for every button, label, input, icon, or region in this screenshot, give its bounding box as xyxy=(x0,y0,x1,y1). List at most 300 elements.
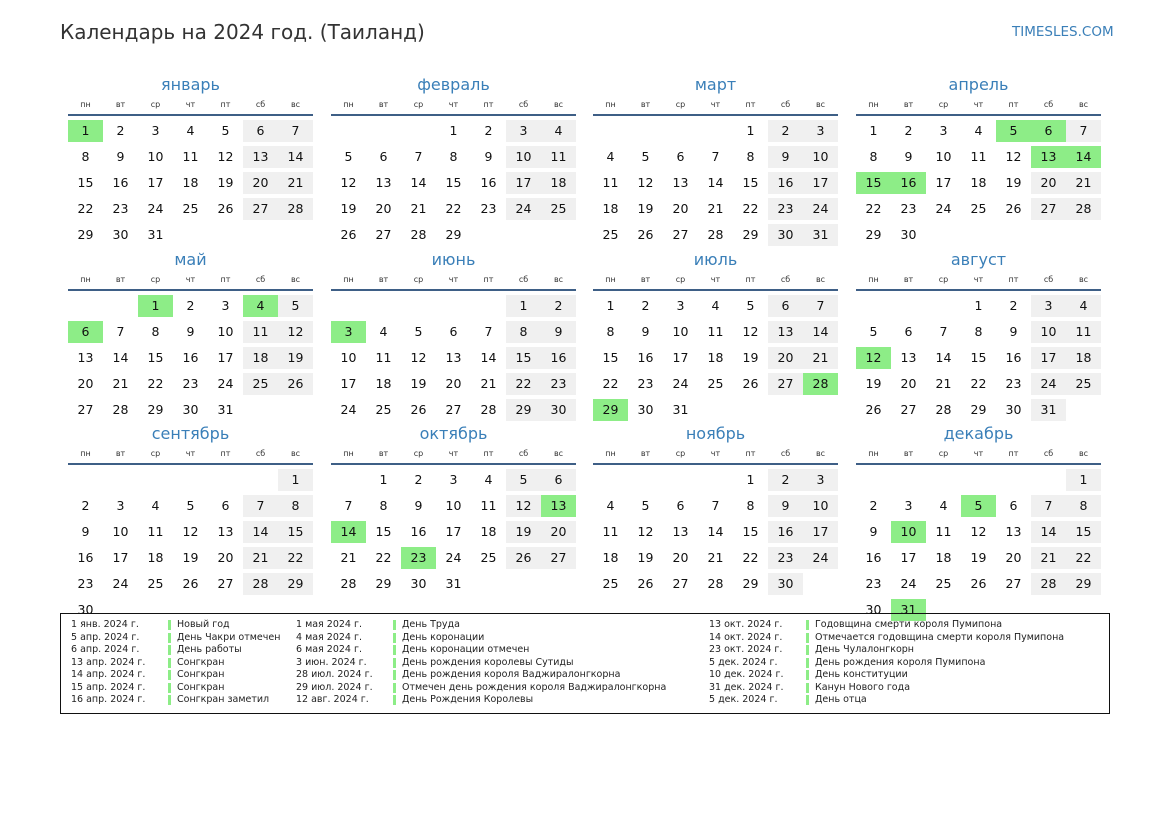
day-cell: 25 xyxy=(602,576,619,591)
weekday-label: пт xyxy=(483,100,494,109)
week-row xyxy=(331,321,576,343)
month-name: апрель xyxy=(948,75,1009,94)
day-cell: 13 xyxy=(217,524,234,539)
weekend-day: 16 xyxy=(768,521,803,543)
weekday-label: чт xyxy=(973,275,984,284)
holiday-marker xyxy=(806,620,809,630)
weekend-day: 23 xyxy=(768,198,803,220)
day-cell: 22 xyxy=(147,376,164,391)
weekend-day: 20 xyxy=(1031,172,1066,194)
day-cell: 8 xyxy=(449,149,458,164)
weekend-day: 5 xyxy=(278,295,313,317)
holiday-day: 13 xyxy=(1031,146,1066,168)
day-cell: 10 xyxy=(340,350,357,365)
empty-cell xyxy=(506,573,541,595)
month-calendar xyxy=(68,247,313,421)
week-row xyxy=(856,224,1101,246)
weekend-day: 5 xyxy=(506,469,541,491)
day-cell: 8 xyxy=(746,498,755,513)
day-cell: 10 xyxy=(672,324,689,339)
weekend-day: 28 xyxy=(278,198,313,220)
holiday-date: 13 апр. 2024 г. xyxy=(71,656,146,668)
weekend-day: 24 xyxy=(1031,373,1066,395)
holiday-day: 6 xyxy=(68,321,103,343)
day-cell: 18 xyxy=(935,550,952,565)
weekday-label: чт xyxy=(973,100,984,109)
empty-cell xyxy=(278,399,313,421)
weekend-day: 23 xyxy=(768,547,803,569)
holiday-name: Отмечен день рождения короля Ваджиралонгкорна xyxy=(402,681,667,693)
weekend-day: 9 xyxy=(541,321,576,343)
week-row xyxy=(68,547,313,569)
empty-cell xyxy=(471,224,506,246)
weekend-day: 13 xyxy=(243,146,278,168)
holiday-marker xyxy=(806,695,809,705)
day-cell: 28 xyxy=(935,402,952,417)
day-cell: 2 xyxy=(1009,298,1018,313)
empty-cell xyxy=(366,120,401,142)
empty-cell xyxy=(593,469,628,491)
empty-cell xyxy=(331,120,366,142)
day-cell: 15 xyxy=(742,175,759,190)
day-cell: 26 xyxy=(742,376,759,391)
day-cell: 3 xyxy=(151,123,160,138)
day-cell: 24 xyxy=(147,201,164,216)
holiday-name: Сонгкран заметил xyxy=(177,694,270,705)
weekend-day: 3 xyxy=(803,469,838,491)
weekend-day: 8 xyxy=(1066,495,1101,517)
holiday-day: 6 xyxy=(1031,120,1066,142)
weekday-label: ср xyxy=(675,100,686,109)
day-cell: 27 xyxy=(1005,576,1022,591)
day-cell: 23 xyxy=(77,576,94,591)
day-cell: 15 xyxy=(375,524,392,539)
day-cell: 14 xyxy=(410,175,427,190)
weekend-day: 14 xyxy=(1031,521,1066,543)
week-row xyxy=(856,146,1101,168)
holiday-day: 14 xyxy=(331,521,366,543)
holiday-name: День работы xyxy=(177,644,242,655)
weekday-label: вт xyxy=(378,449,389,458)
empty-cell xyxy=(208,469,243,491)
legend-item xyxy=(709,669,1064,682)
weekday-label: пт xyxy=(745,275,756,284)
day-cell: 19 xyxy=(340,201,357,216)
day-cell: 19 xyxy=(637,201,654,216)
weekend-day: 18 xyxy=(243,347,278,369)
empty-cell xyxy=(1066,224,1101,246)
holiday-date: 14 апр. 2024 г. xyxy=(71,669,146,680)
day-cell: 20 xyxy=(217,550,234,565)
empty-cell xyxy=(698,399,733,421)
week-row xyxy=(68,469,313,491)
weekend-day: 21 xyxy=(803,347,838,369)
holiday-day: 1 xyxy=(138,295,173,317)
weekday-header xyxy=(331,449,576,465)
day-cell: 6 xyxy=(676,498,685,513)
weekday-label: ср xyxy=(150,449,161,458)
holiday-day: 23 xyxy=(401,547,436,569)
holiday-marker xyxy=(393,633,396,643)
day-cell: 13 xyxy=(1005,524,1022,539)
empty-cell xyxy=(401,295,436,317)
weekday-label: вс xyxy=(290,449,301,458)
weekend-day: 17 xyxy=(803,521,838,543)
day-cell: 4 xyxy=(711,298,720,313)
weekday-label: чт xyxy=(973,449,984,458)
day-cell: 26 xyxy=(637,227,654,242)
weekend-day: 29 xyxy=(506,399,541,421)
day-cell: 20 xyxy=(672,550,689,565)
weekend-day: 15 xyxy=(1066,521,1101,543)
empty-cell xyxy=(856,295,891,317)
holiday-marker xyxy=(393,683,396,693)
day-cell: 18 xyxy=(375,376,392,391)
week-row xyxy=(593,120,838,142)
weekend-day: 12 xyxy=(506,495,541,517)
weekend-day: 2 xyxy=(768,120,803,142)
weekend-day: 3 xyxy=(506,120,541,142)
day-cell: 21 xyxy=(112,376,129,391)
holiday-name: Сонгкран xyxy=(177,681,225,693)
holiday-name: Новый год xyxy=(177,619,230,630)
empty-cell xyxy=(1066,399,1101,421)
day-cell: 2 xyxy=(414,472,423,487)
holiday-date: 4 мая 2024 г. xyxy=(296,631,362,643)
weekday-label: пн xyxy=(80,449,91,458)
weekday-label: чт xyxy=(448,275,459,284)
empty-cell xyxy=(208,224,243,246)
empty-cell xyxy=(891,469,926,491)
holiday-marker xyxy=(168,645,171,655)
weekday-label: чт xyxy=(710,275,721,284)
holiday-name: Канун Нового года xyxy=(815,681,911,693)
day-cell: 7 xyxy=(344,498,353,513)
holiday-name: День отца xyxy=(815,694,867,705)
day-cell: 9 xyxy=(904,149,913,164)
weekday-label: чт xyxy=(448,100,459,109)
empty-cell xyxy=(278,224,313,246)
day-cell: 27 xyxy=(672,576,689,591)
day-cell: 19 xyxy=(970,550,987,565)
day-cell: 20 xyxy=(445,376,462,391)
day-cell: 12 xyxy=(742,324,759,339)
holiday-marker xyxy=(168,620,171,630)
weekday-label: чт xyxy=(448,449,459,458)
weekend-day: 22 xyxy=(506,373,541,395)
empty-cell xyxy=(401,120,436,142)
empty-cell xyxy=(926,469,961,491)
week-row xyxy=(68,521,313,543)
week-row xyxy=(856,120,1101,142)
day-cell: 18 xyxy=(602,201,619,216)
day-cell: 8 xyxy=(869,149,878,164)
weekday-label: сб xyxy=(1043,449,1054,458)
day-cell: 20 xyxy=(900,376,917,391)
empty-cell xyxy=(366,295,401,317)
weekday-label: вс xyxy=(1078,449,1089,458)
week-row xyxy=(68,573,313,595)
weekday-header xyxy=(593,100,838,116)
holiday-date: 10 дек. 2024 г. xyxy=(709,669,784,680)
empty-cell xyxy=(803,399,838,421)
weekend-day: 15 xyxy=(506,347,541,369)
weekend-day: 7 xyxy=(243,495,278,517)
month-name: февраль xyxy=(417,75,490,94)
weekday-label: пн xyxy=(80,100,91,109)
day-cell: 9 xyxy=(484,149,493,164)
day-cell: 28 xyxy=(707,227,724,242)
day-cell: 23 xyxy=(637,376,654,391)
weekday-label: вс xyxy=(1078,275,1089,284)
day-cell: 1 xyxy=(974,298,983,313)
day-cell: 15 xyxy=(77,175,94,190)
day-cell: 30 xyxy=(865,602,882,617)
weekday-label: пт xyxy=(1008,449,1019,458)
holiday-name: День конституции xyxy=(815,669,908,680)
day-cell: 5 xyxy=(414,324,423,339)
holiday-name: Сонгкран xyxy=(177,669,225,680)
weekend-day: 8 xyxy=(506,321,541,343)
day-cell: 24 xyxy=(340,402,357,417)
day-cell: 19 xyxy=(637,550,654,565)
weekend-day: 24 xyxy=(803,547,838,569)
month-calendar xyxy=(856,72,1101,246)
week-row xyxy=(331,295,576,317)
month-name: октябрь xyxy=(419,424,488,443)
holiday-day: 3 xyxy=(331,321,366,343)
month-calendar xyxy=(68,72,313,246)
weekday-label: ср xyxy=(938,100,949,109)
empty-cell xyxy=(1031,224,1066,246)
month-calendar xyxy=(331,421,576,595)
day-cell: 20 xyxy=(1005,550,1022,565)
weekday-label: вт xyxy=(640,100,651,109)
week-row xyxy=(68,399,313,421)
week-row xyxy=(593,547,838,569)
holiday-legend xyxy=(60,613,1110,714)
day-cell: 28 xyxy=(410,227,427,242)
weekday-label: сб xyxy=(255,100,266,109)
weekday-label: чт xyxy=(710,449,721,458)
weekend-day: 27 xyxy=(243,198,278,220)
holiday-marker xyxy=(168,658,171,668)
week-row xyxy=(593,573,838,595)
day-cell: 12 xyxy=(182,524,199,539)
week-row xyxy=(331,224,576,246)
day-cell: 16 xyxy=(182,350,199,365)
holiday-date: 5 апр. 2024 г. xyxy=(71,631,140,643)
weekend-day: 14 xyxy=(243,521,278,543)
day-cell: 10 xyxy=(217,324,234,339)
weekday-label: вс xyxy=(290,100,301,109)
weekday-header xyxy=(68,449,313,465)
holiday-day: 29 xyxy=(593,399,628,421)
empty-cell xyxy=(926,224,961,246)
legend-item xyxy=(709,682,1064,695)
weekend-day: 9 xyxy=(768,495,803,517)
weekend-day: 17 xyxy=(1031,347,1066,369)
day-cell: 18 xyxy=(970,175,987,190)
week-row xyxy=(331,399,576,421)
day-cell: 31 xyxy=(147,227,164,242)
month-calendar xyxy=(856,247,1101,421)
day-cell: 21 xyxy=(340,550,357,565)
legend-item xyxy=(296,682,666,695)
day-cell: 2 xyxy=(81,498,90,513)
week-row xyxy=(68,295,313,317)
weekday-label: вт xyxy=(903,100,914,109)
day-cell: 11 xyxy=(707,324,724,339)
weekend-day: 7 xyxy=(803,295,838,317)
empty-cell xyxy=(803,573,838,595)
weekend-day: 17 xyxy=(803,172,838,194)
weekday-label: сб xyxy=(255,275,266,284)
day-cell: 15 xyxy=(602,350,619,365)
week-row xyxy=(331,172,576,194)
day-cell: 4 xyxy=(606,498,615,513)
holiday-date: 15 апр. 2024 г. xyxy=(71,681,146,693)
weekday-label: пн xyxy=(343,100,354,109)
holiday-name: День коронации отмечен xyxy=(402,644,530,655)
day-cell: 17 xyxy=(112,550,129,565)
weekday-label: вс xyxy=(815,275,826,284)
site-link[interactable]: TIMESLES.COM xyxy=(1012,24,1114,40)
week-row xyxy=(68,373,313,395)
day-cell: 17 xyxy=(900,550,917,565)
weekend-day: 7 xyxy=(278,120,313,142)
week-row xyxy=(856,521,1101,543)
weekday-label: ср xyxy=(413,449,424,458)
day-cell: 31 xyxy=(217,402,234,417)
day-cell: 16 xyxy=(112,175,129,190)
week-row xyxy=(331,573,576,595)
week-row xyxy=(331,547,576,569)
weekday-label: вт xyxy=(903,449,914,458)
day-cell: 1 xyxy=(379,472,388,487)
day-cell: 22 xyxy=(445,201,462,216)
legend-item xyxy=(709,694,1064,707)
day-cell: 13 xyxy=(672,524,689,539)
weekday-header xyxy=(593,275,838,291)
weekday-label: сб xyxy=(780,449,791,458)
legend-column xyxy=(709,619,1064,707)
day-cell: 26 xyxy=(970,576,987,591)
weekday-label: пт xyxy=(220,100,231,109)
week-row xyxy=(593,469,838,491)
weekend-day: 7 xyxy=(1031,495,1066,517)
day-cell: 11 xyxy=(602,175,619,190)
empty-cell xyxy=(996,224,1031,246)
day-cell: 23 xyxy=(182,376,199,391)
day-cell: 5 xyxy=(869,324,878,339)
weekday-label: пт xyxy=(1008,100,1019,109)
empty-cell xyxy=(768,399,803,421)
day-cell: 29 xyxy=(970,402,987,417)
day-cell: 22 xyxy=(77,201,94,216)
day-cell: 15 xyxy=(970,350,987,365)
day-cell: 18 xyxy=(147,550,164,565)
day-cell: 7 xyxy=(484,324,493,339)
weekday-label: вс xyxy=(290,275,301,284)
empty-cell xyxy=(698,120,733,142)
weekday-label: вт xyxy=(378,275,389,284)
day-cell: 27 xyxy=(900,402,917,417)
weekday-label: ср xyxy=(938,275,949,284)
day-cell: 15 xyxy=(742,524,759,539)
weekend-day: 31 xyxy=(803,224,838,246)
day-cell: 12 xyxy=(970,524,987,539)
month-calendar xyxy=(593,421,838,595)
holiday-day: 10 xyxy=(891,521,926,543)
day-cell: 28 xyxy=(707,576,724,591)
day-cell: 11 xyxy=(935,524,952,539)
weekday-label: чт xyxy=(185,449,196,458)
day-cell: 4 xyxy=(974,123,983,138)
weekday-label: ср xyxy=(413,275,424,284)
weekend-day: 18 xyxy=(541,172,576,194)
day-cell: 25 xyxy=(935,576,952,591)
weekend-day: 18 xyxy=(1066,347,1101,369)
day-cell: 8 xyxy=(81,149,90,164)
holiday-day: 16 xyxy=(891,172,926,194)
day-cell: 17 xyxy=(672,350,689,365)
day-cell: 12 xyxy=(410,350,427,365)
day-cell: 2 xyxy=(641,298,650,313)
day-cell: 1 xyxy=(746,123,755,138)
week-row xyxy=(593,373,838,395)
weekday-label: вт xyxy=(640,449,651,458)
holiday-name: День Рождения Королевы xyxy=(402,694,534,705)
weekend-day: 28 xyxy=(1031,573,1066,595)
day-cell: 6 xyxy=(449,324,458,339)
holiday-marker xyxy=(806,658,809,668)
day-cell: 14 xyxy=(480,350,497,365)
empty-cell xyxy=(138,469,173,491)
day-cell: 9 xyxy=(1009,324,1018,339)
weekday-header xyxy=(856,275,1101,291)
weekend-day: 11 xyxy=(1066,321,1101,343)
legend-item xyxy=(709,657,1064,670)
day-cell: 30 xyxy=(112,227,129,242)
holiday-date: 1 мая 2024 г. xyxy=(296,619,362,630)
weekday-label: сб xyxy=(518,275,529,284)
weekday-label: ср xyxy=(150,100,161,109)
weekend-day: 19 xyxy=(278,347,313,369)
day-cell: 6 xyxy=(676,149,685,164)
day-cell: 8 xyxy=(746,149,755,164)
day-cell: 14 xyxy=(707,524,724,539)
day-cell: 8 xyxy=(379,498,388,513)
day-cell: 7 xyxy=(939,324,948,339)
empty-cell xyxy=(243,224,278,246)
day-cell: 1 xyxy=(746,472,755,487)
weekend-day: 16 xyxy=(768,172,803,194)
day-cell: 28 xyxy=(340,576,357,591)
weekend-day: 30 xyxy=(768,224,803,246)
weekend-day: 7 xyxy=(1066,120,1101,142)
week-row xyxy=(593,198,838,220)
day-cell: 14 xyxy=(707,175,724,190)
weekday-header xyxy=(331,100,576,116)
empty-cell xyxy=(471,573,506,595)
day-cell: 27 xyxy=(375,227,392,242)
legend-item xyxy=(71,669,280,682)
day-cell: 29 xyxy=(865,227,882,242)
day-cell: 18 xyxy=(602,550,619,565)
holiday-name: День рождения короля Пумипона xyxy=(815,656,986,668)
day-cell: 29 xyxy=(147,402,164,417)
